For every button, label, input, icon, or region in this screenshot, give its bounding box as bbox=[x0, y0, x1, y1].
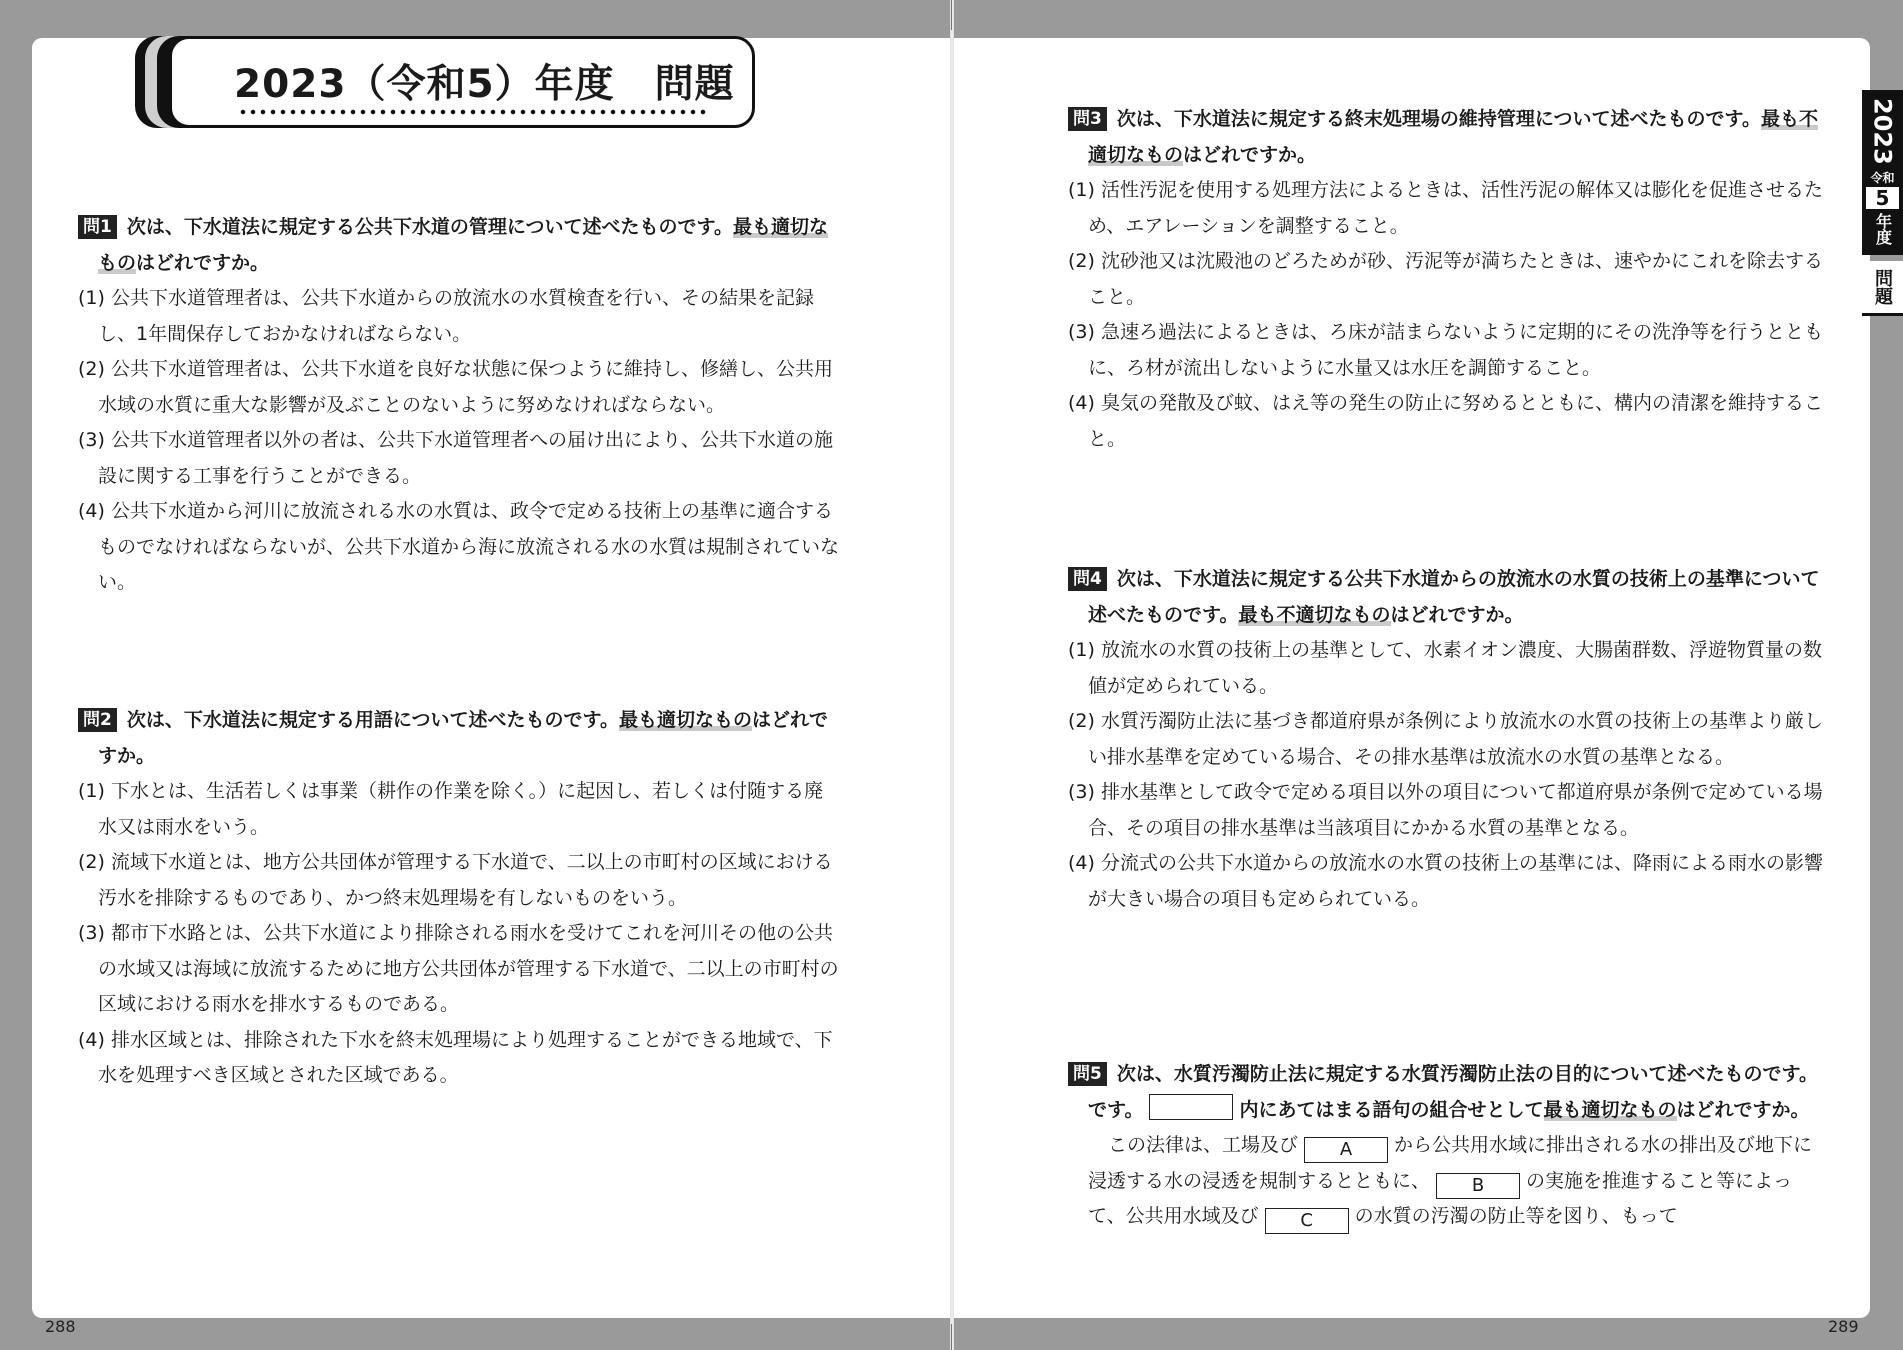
question-stem-2: 内にあてはまる語句の組合せとして bbox=[1239, 1098, 1544, 1121]
question-stem: 次は、下水道法に規定する終末処理場の維持管理について述べたものです。 bbox=[1116, 108, 1761, 130]
page-number-left: 288 bbox=[45, 1317, 76, 1336]
question-5-head bbox=[1068, 1057, 1828, 1128]
option-3[interactable]: (3) 都市下水路とは、公共下水道により排除される雨水を受けてこれを河川その他の公共の水域又は海域に放流するために地方公共団体が管理する下水道で、二以上の市町村の区域における雨水を排水するものである。 bbox=[78, 922, 839, 1015]
question-1 bbox=[78, 210, 840, 601]
passage bbox=[1068, 1128, 1828, 1235]
side-tab-year-block bbox=[1862, 90, 1903, 255]
option-4[interactable]: (4) 臭気の発散及び蚊、はえ等の発生の防止に努めるとともに、構内の清潔を維持すること。 bbox=[1068, 392, 1823, 450]
question-3 bbox=[1068, 102, 1828, 457]
side-tab-era-year: 5 bbox=[1866, 187, 1899, 209]
question-5 bbox=[1068, 1057, 1828, 1235]
passage-text: この法律は、工場及び bbox=[1108, 1134, 1299, 1156]
option-4[interactable]: (4) 公共下水道から河川に放流される水の水質は、政令で定める技術上の基準に適合するものでなければならないが、公共下水道から海に放流される水の水質は規制されていない。 bbox=[78, 500, 840, 593]
option-3[interactable]: (3) 急速ろ過法によるときは、ろ床が詰まらないように定期的にその洗浄等を行うとともに、ろ材が流出しないように水量又は水圧を調節すること。 bbox=[1068, 321, 1823, 379]
question-tag: 問4 bbox=[1068, 567, 1107, 591]
question-stem: 次は、下水道法に規定する用語について述べたものです。 bbox=[126, 709, 619, 731]
option-1[interactable]: (1) 公共下水道管理者は、公共下水道からの放流水の水質検査を行い、その結果を記録し、1年間保存しておかなければならない。 bbox=[78, 287, 814, 345]
blank-box bbox=[1149, 1094, 1233, 1120]
dotted-underline bbox=[238, 109, 708, 115]
page-gutter bbox=[950, 0, 954, 1350]
question-emphasis: 最も不適切なもの bbox=[1088, 108, 1818, 166]
question-stem: 次は、下水道法に規定する公共下水道からの放流水の水質の技術上の基準について述べたものです。 bbox=[1088, 568, 1820, 626]
option-2[interactable]: (2) 流域下水道とは、地方公共団体が管理する下水道で、二以上の市町村の区域における汚水を排除するものであり、かつ終末処理場を有しないものをいう。 bbox=[78, 851, 833, 909]
option-2[interactable]: (2) 公共下水道管理者は、公共下水道を良好な状態に保つように維持し、修繕し、公共用水域の水質に重大な影響が及ぶことのないように努めなければならない。 bbox=[78, 358, 833, 416]
question-emphasis: 最も不適切なもの bbox=[1238, 603, 1391, 626]
option-4[interactable]: (4) 排水区域とは、排除された下水を終末処理場により処理することができる地域で、下水を処理すべき区域とされた区域である。 bbox=[78, 1028, 833, 1086]
question-4 bbox=[1068, 562, 1828, 917]
side-tab-label: 問題 bbox=[1862, 261, 1903, 316]
question-1-head bbox=[78, 210, 840, 281]
blank-b[interactable]: B bbox=[1436, 1173, 1520, 1199]
title-banner bbox=[135, 36, 755, 128]
option-2[interactable]: (2) 水質汚濁防止法に基づき都道府県が条例により放流水の水質の技術上の基準より厳しい排水基準を定めている場合、その排水基準は放流水の水質の基準となる。 bbox=[1068, 710, 1823, 768]
option-1[interactable]: (1) 下水とは、生活若しくは事業（耕作の作業を除く。）に起因し、若しくは付随する廃水又は雨水をいう。 bbox=[78, 780, 824, 838]
option-1[interactable]: (1) 放流水の水質の技術上の基準として、水素イオン濃度、大腸菌群数、浮遊物質量の数値が定められている。 bbox=[1068, 639, 1823, 697]
option-2[interactable]: (2) 沈砂池又は沈殿池のどろためが砂、汚泥等が満ちたときは、速やかにこれを除去すること。 bbox=[1068, 250, 1823, 308]
passage-text: から公共用水域に排出される水の排出及び地下に浸透する水の浸透を規制するとともに、 bbox=[1088, 1134, 1813, 1192]
question-tag: 問2 bbox=[78, 708, 117, 732]
question-stem-tail: はどれですか。 bbox=[1183, 143, 1317, 166]
page-number-right: 289 bbox=[1828, 1317, 1859, 1336]
side-tab-nendo: 年度 bbox=[1873, 212, 1893, 245]
option-3[interactable]: (3) 公共下水道管理者以外の者は、公共下水道管理者への届け出により、公共下水道の施設に関する工事を行うことができる。 bbox=[78, 429, 833, 487]
question-stem-tail: はどれですか。 bbox=[136, 251, 270, 274]
question-stem: 次は、下水道法に規定する公共下水道の管理について述べたものです。 bbox=[126, 216, 733, 238]
option-4[interactable]: (4) 分流式の公共下水道からの放流水の水質の技術上の基準には、降雨による雨水の影響が大きい場合の項目も定められている。 bbox=[1068, 852, 1823, 910]
question-2 bbox=[78, 703, 840, 1094]
question-tag: 問5 bbox=[1068, 1062, 1107, 1086]
side-tab bbox=[1862, 90, 1903, 316]
crop-mark bbox=[951, 1324, 952, 1350]
question-tag: 問3 bbox=[1068, 107, 1107, 131]
question-stem-tail: はどれですか。 bbox=[1676, 1098, 1810, 1121]
question-emphasis: 最も適切なもの bbox=[98, 216, 828, 274]
blank-a[interactable]: A bbox=[1304, 1137, 1388, 1163]
blank-c[interactable]: C bbox=[1265, 1208, 1349, 1234]
question-4-head bbox=[1068, 562, 1828, 633]
question-stem-tail: はどれですか。 bbox=[98, 709, 828, 767]
page-title: 2023（令和5）年度 問題 bbox=[234, 62, 735, 107]
question-emphasis: 最も適切なもの bbox=[1543, 1098, 1677, 1121]
question-stem-prefix: です。 bbox=[1088, 1098, 1144, 1121]
passage-text: の実施を推進すること等によって、公共用水域及び bbox=[1088, 1169, 1793, 1227]
question-stem-tail: はどれですか。 bbox=[1390, 603, 1524, 626]
option-1[interactable]: (1) 活性汚泥を使用する処理方法によるときは、活性汚泥の解体又は膨化を促進させるため、エアレーションを調整すること。 bbox=[1068, 179, 1823, 237]
crop-mark bbox=[951, 0, 952, 30]
side-tab-year: 2023 bbox=[1868, 98, 1897, 165]
option-3[interactable]: (3) 排水基準として政令で定める項目以外の項目について都道府県が条例で定めている場合、その項目の排水基準は当該項目にかかる水質の基準となる。 bbox=[1068, 781, 1823, 839]
question-tag: 問1 bbox=[78, 215, 117, 239]
passage-text: の水質の汚濁の防止等を図り、もって bbox=[1354, 1205, 1678, 1227]
question-stem: 次は、水質汚濁防止法に規定する水質汚濁防止法の目的について述べたものです。 bbox=[1116, 1063, 1818, 1085]
question-3-head bbox=[1068, 102, 1828, 173]
question-emphasis: 最も適切なもの bbox=[618, 709, 752, 731]
side-tab-era: 令和 bbox=[1870, 170, 1895, 185]
question-2-head bbox=[78, 703, 840, 774]
